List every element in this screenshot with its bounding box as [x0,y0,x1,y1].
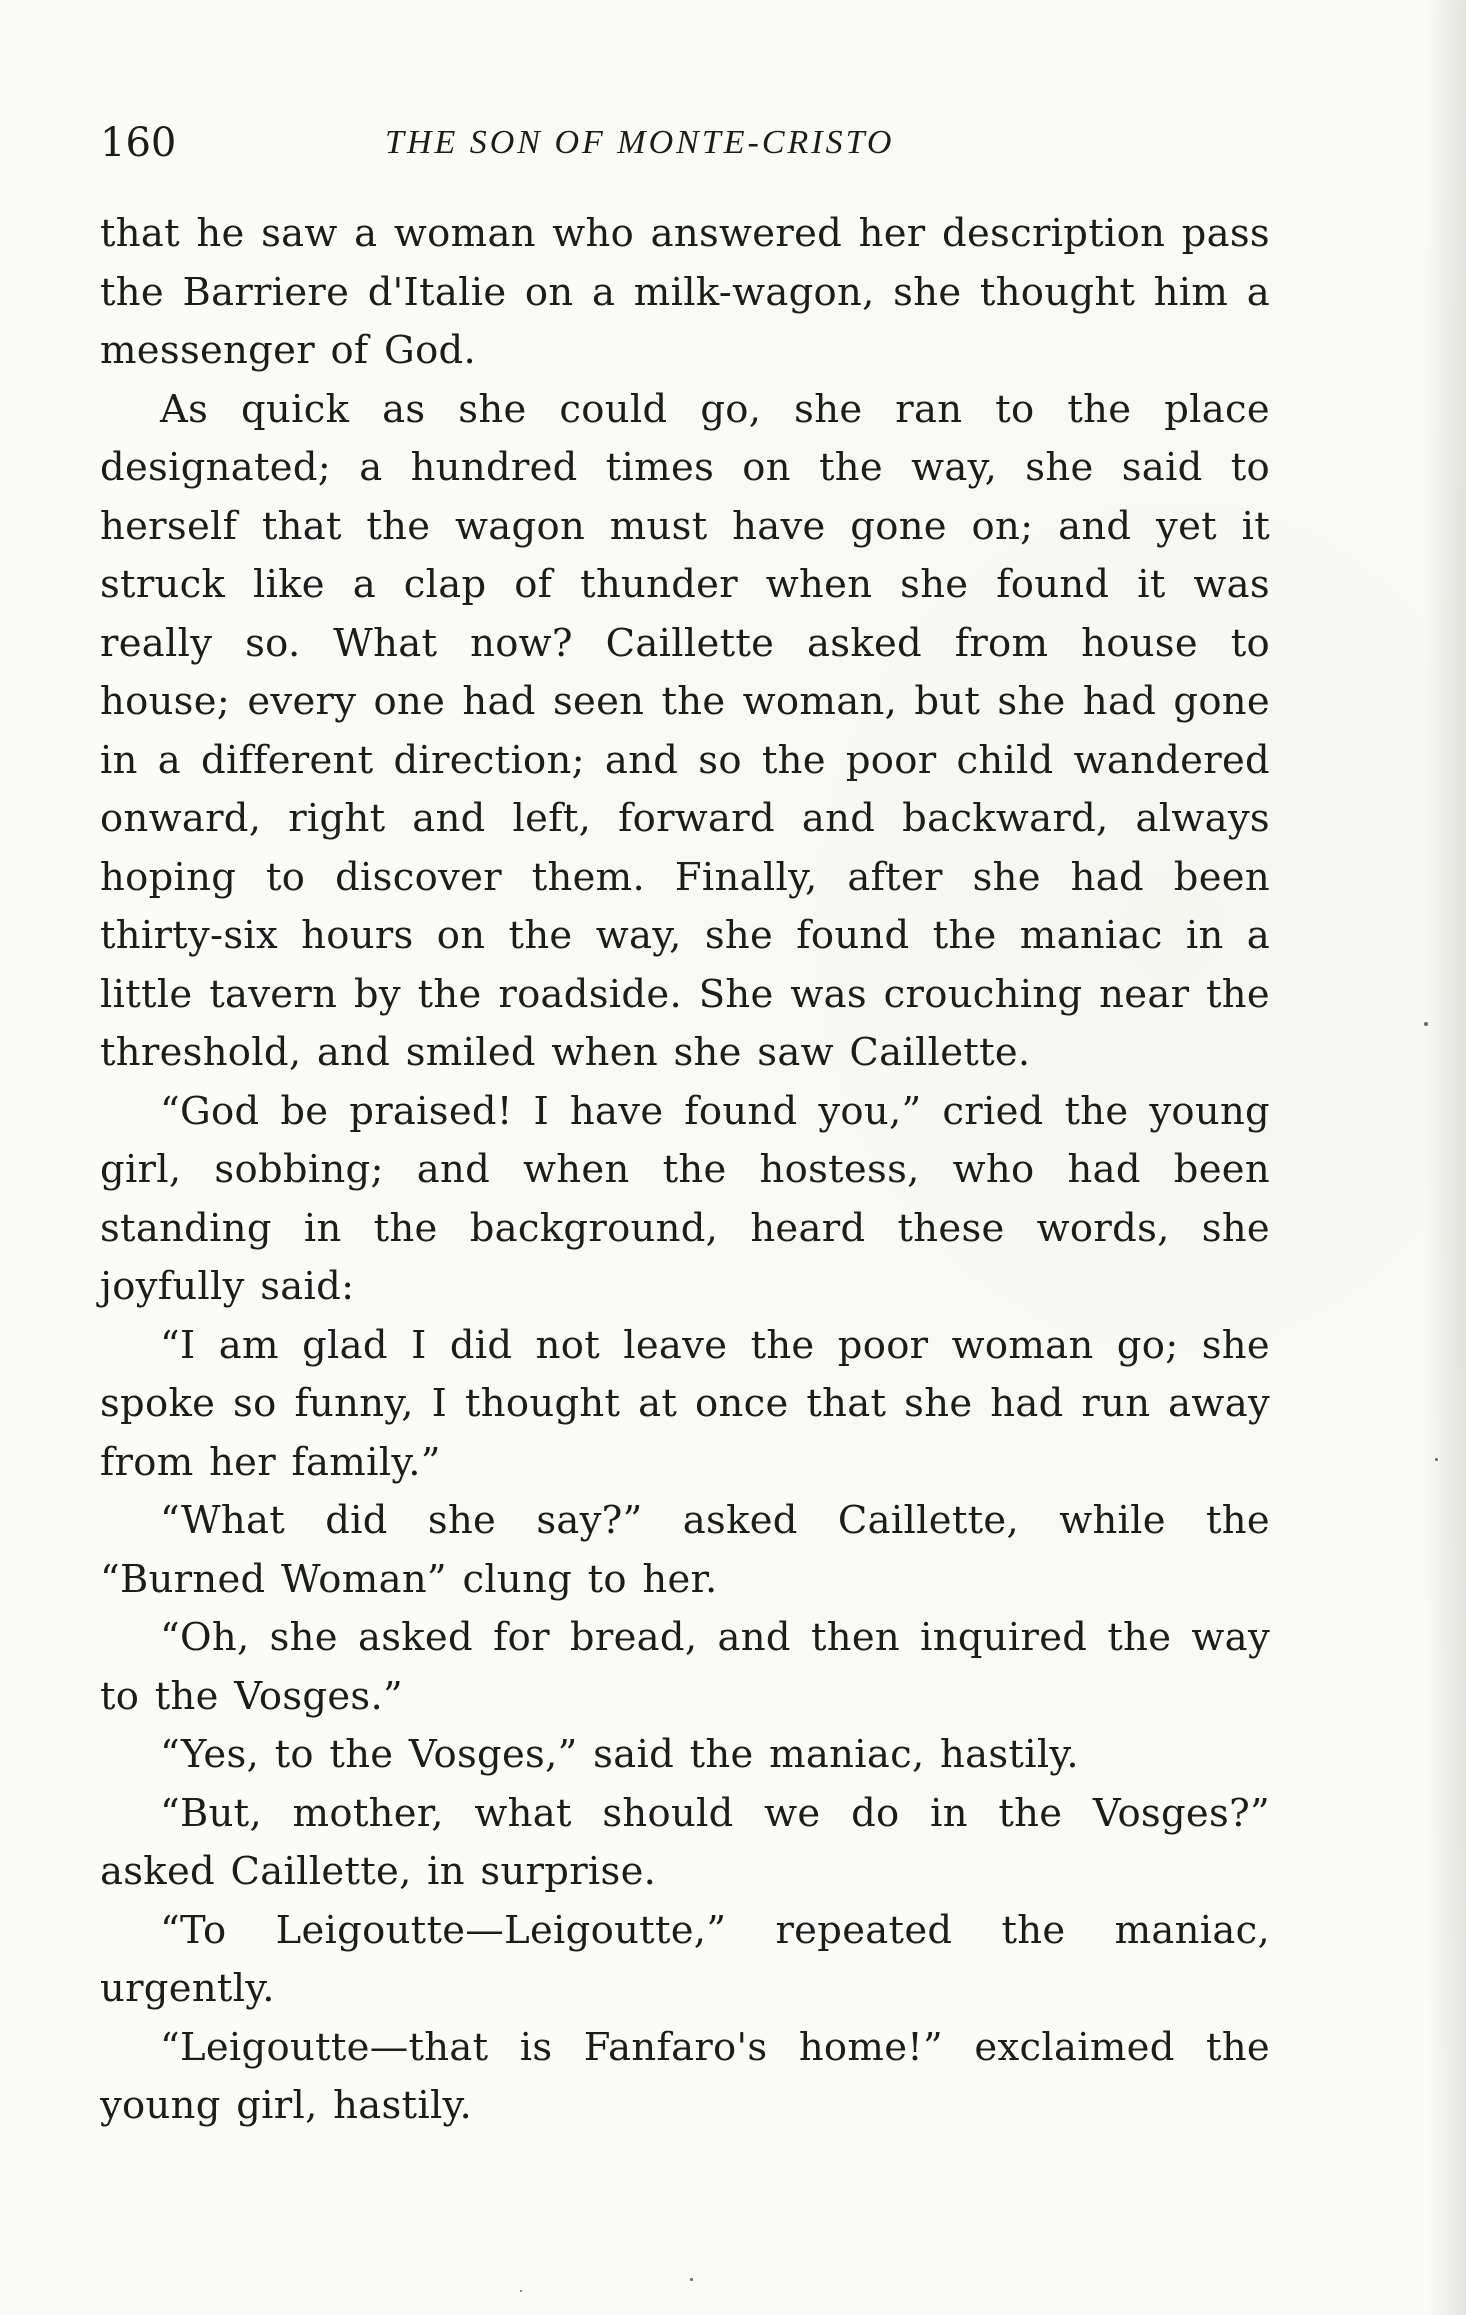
page-number: 160 [100,120,177,166]
paragraph: that he saw a woman who answered her description pass the Barriere d'Italie on a milk-wagon, she thought him a messenger of God. [100,211,1270,373]
paper-speck [1435,1458,1438,1461]
paragraph: “I am glad I did not leave the poor woman go; she spoke so funny, I thought at once that she had run away from her family.” [100,1322,1270,1485]
paragraph: “Yes, to the Vosges,” said the maniac, hastily. [160,1732,1079,1777]
page-edge-shadow [1426,0,1466,2315]
page-header [100,120,1270,180]
running-head: THE SON OF MONTE-CRISTO [385,124,895,161]
paper-speck [520,2290,522,2292]
body-text [100,205,1270,2136]
paragraph: “Oh, she asked for bread, and then inquired the way to the Vosges.” [100,1615,1270,1719]
paper-speck [690,2278,693,2281]
paragraph: “But, mother, what should we do in the Vosges?” asked Caillette, in surprise. [100,1790,1270,1894]
paragraph: “What did she say?” asked Caillette, while the “Burned Woman” clung to her. [100,1498,1270,1602]
paragraph: As quick as she could go, she ran to the place designated; a hundred times on the way, she said to herself that the wagon must have gone on; and yet it struck like a clap of thunder when she found it was really so. What now? Caillette asked from house to house; every one had seen the woman, but she had gone in a different direction; and so the poor child wandered onward, right and left, forward and backward, always hoping to discover them. Finally, after she had been thirty-six hours on the way, she found the maniac in a little tavern by the roadside. She was crouching near the threshold, and smiled when she saw Caillette. [100,386,1270,1075]
paragraph: “Leigoutte—that is Fanfaro's home!” exclaimed the young girl, hastily. [100,2024,1270,2128]
paper-speck [1424,1022,1428,1026]
paragraph: “To Leigoutte—Leigoutte,” repeated the maniac, urgently. [100,1907,1270,2011]
paragraph: “God be praised! I have found you,” cried the young girl, sobbing; and when the hostess, who had been standing in the background, heard these words, she joyfully said: [100,1088,1270,1309]
